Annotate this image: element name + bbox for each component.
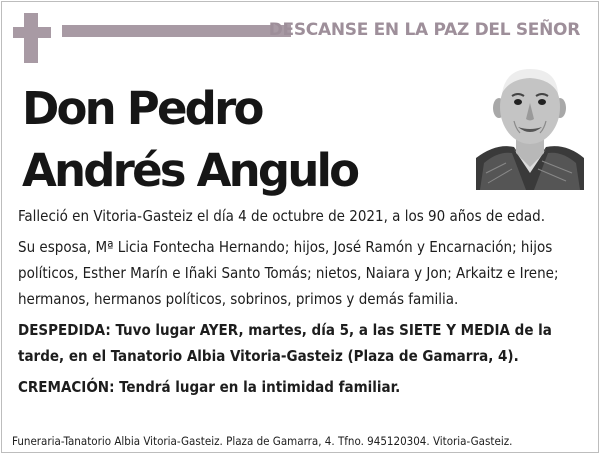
deceased-name-line2: Andrés Angulo [22, 144, 358, 197]
farewell-paragraph: DESPEDIDA: Tuvo lugar AYER, martes, día 5, a las SIETE Y MEDIA de la tarde, en el Tanatorio Albia Vitoria-Gasteiz (Plaza de Gamarra, 4). [18, 321, 552, 365]
obituary-body [18, 203, 584, 405]
header-title: DESCANSE EN LA PAZ DEL SEÑOR [268, 20, 580, 40]
family-paragraph: Su esposa, Mª Licia Fontecha Hernando; hijos, José Ramón y Encarnación; hijos políticos, Esther Marín e Iñaki Santo Tomás; nietos, Naiara y Jon; Arkaitz e Irene; hermanos, hermanos políticos, sobrinos, primos y demás familia. [18, 238, 559, 308]
cross-vertical-bar [24, 13, 38, 63]
funeral-home-footer: Funeraria-Tanatorio Albia Vitoria-Gasteiz. Plaza de Gamarra, 4. Tfno. 945120304. Vitoria-Gasteiz. [12, 434, 513, 448]
header-rule [62, 25, 291, 37]
cross-horizontal-bar [13, 27, 51, 38]
deceased-name-line1: Don Pedro [22, 82, 262, 135]
death-notice-paragraph: Falleció en Vitoria-Gasteiz el día 4 de octubre de 2021, a los 90 años de edad. [18, 207, 546, 225]
portrait-photo [476, 63, 584, 190]
portrait-image [476, 63, 584, 190]
cremation-paragraph: CREMACIÓN: Tendrá lugar en la intimidad familiar. [18, 378, 401, 396]
obituary-card [1, 1, 599, 453]
